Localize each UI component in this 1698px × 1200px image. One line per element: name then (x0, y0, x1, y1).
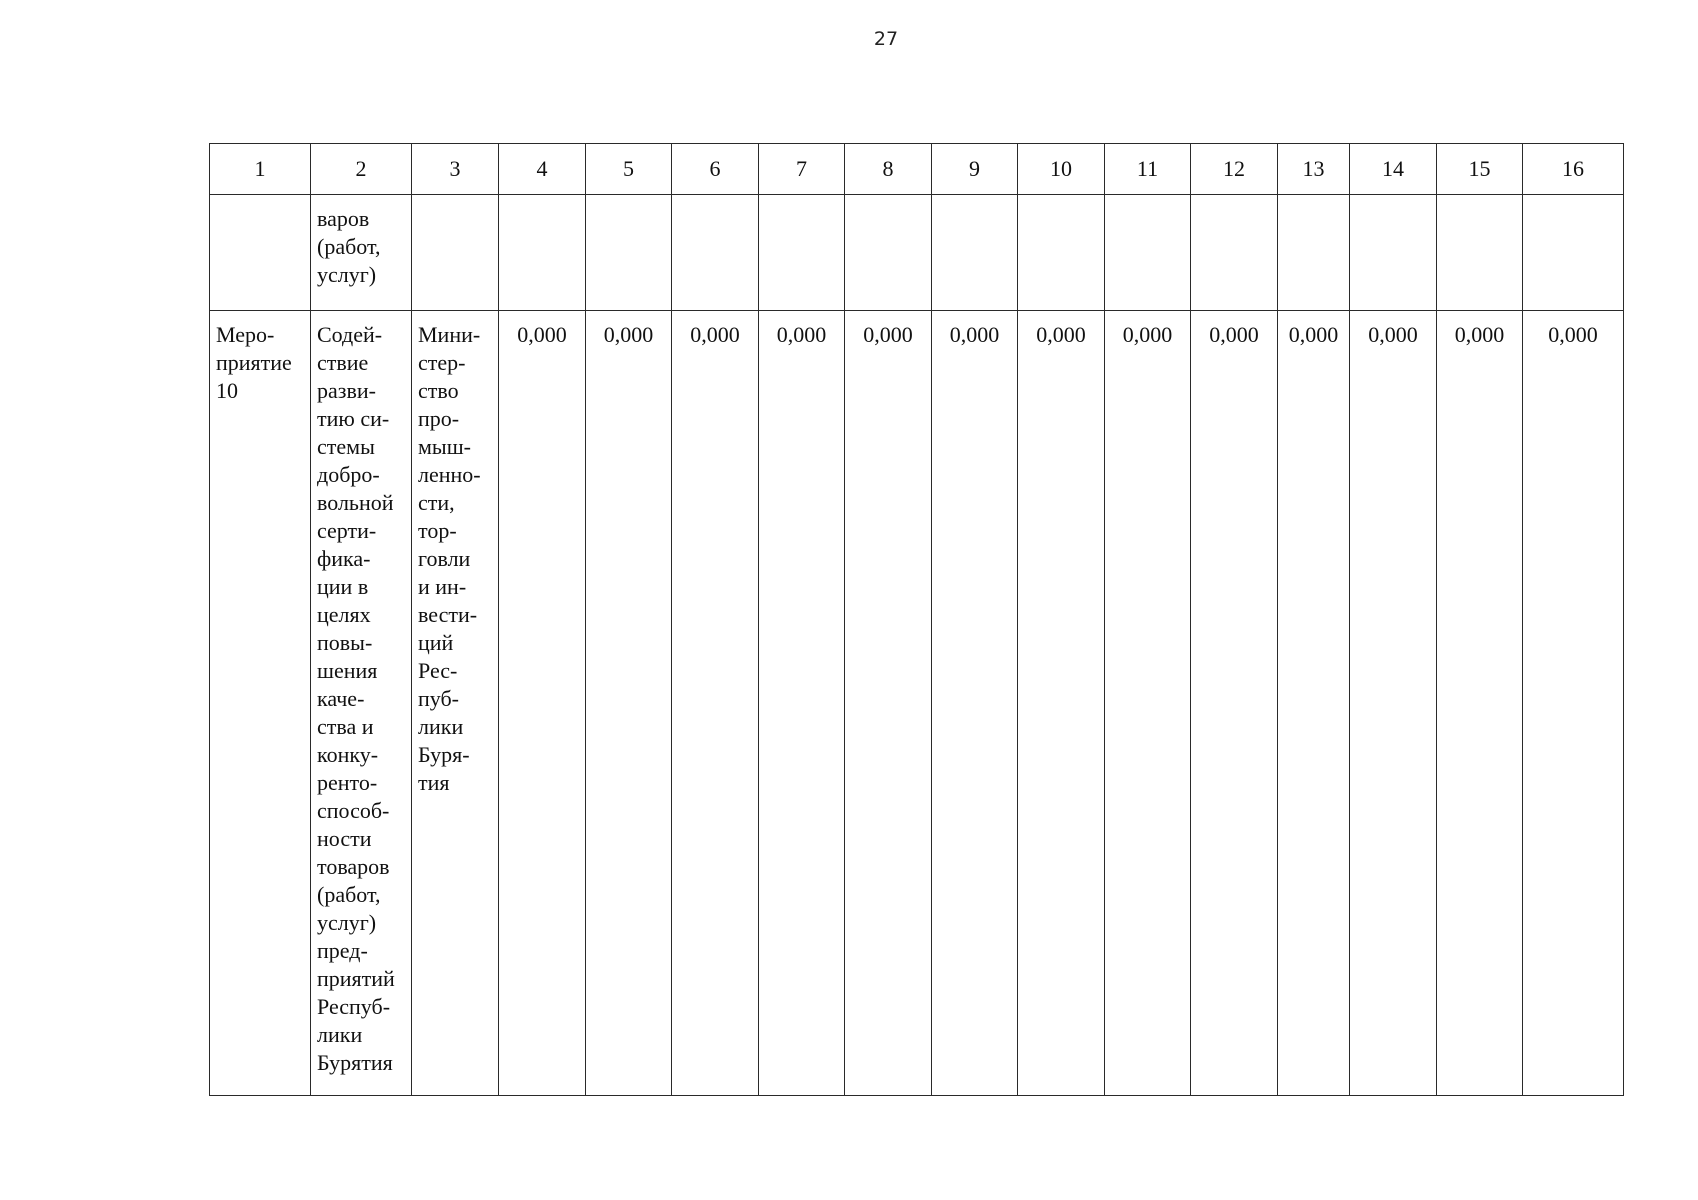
table-cell (759, 195, 845, 311)
table-header-row (210, 144, 1624, 195)
table-cell (412, 195, 499, 311)
table-cell-value: 0,000 (586, 311, 672, 1096)
table-cell (1105, 195, 1191, 311)
table-cell-value: 0,000 (1350, 311, 1437, 1096)
column-header: 2 (311, 144, 412, 195)
table-cell-value: 0,000 (672, 311, 759, 1096)
table-cell-value: 0,000 (499, 311, 586, 1096)
table-cell-value: 0,000 (1278, 311, 1350, 1096)
table-cell (845, 195, 932, 311)
table-cell-measure: Меро- приятие 10 (210, 311, 311, 1096)
column-header: 6 (672, 144, 759, 195)
column-header: 13 (1278, 144, 1350, 195)
column-header: 5 (586, 144, 672, 195)
table-cell (672, 195, 759, 311)
table-cell-description: Содей- ствие разви- тию си- стемы добро- вольной серти- фика- ции в целях повы- шения каче- ства и конку- ренто- способ- ности товаров (работ, услуг) пред- приятий Респуб- лики Бурятия (311, 311, 412, 1096)
table-row-continuation (210, 195, 1624, 311)
budget-table (209, 143, 1624, 1096)
column-header: 4 (499, 144, 586, 195)
table-cell-value: 0,000 (845, 311, 932, 1096)
column-header: 9 (932, 144, 1018, 195)
table-cell-description: варов (работ, услуг) (311, 195, 412, 311)
column-header: 8 (845, 144, 932, 195)
table-cell (1018, 195, 1105, 311)
table-cell-value: 0,000 (1018, 311, 1105, 1096)
column-header: 1 (210, 144, 311, 195)
table-cell-value: 0,000 (1191, 311, 1278, 1096)
table-cell (1278, 195, 1350, 311)
table-cell (210, 195, 311, 311)
column-header: 3 (412, 144, 499, 195)
column-header: 7 (759, 144, 845, 195)
table-cell-value: 0,000 (1523, 311, 1624, 1096)
table-cell (932, 195, 1018, 311)
table-cell-value: 0,000 (759, 311, 845, 1096)
column-header: 11 (1105, 144, 1191, 195)
table-cell (1191, 195, 1278, 311)
table-cell-value: 0,000 (1437, 311, 1523, 1096)
table-cell-value: 0,000 (1105, 311, 1191, 1096)
column-header: 15 (1437, 144, 1523, 195)
table-cell-value: 0,000 (932, 311, 1018, 1096)
table-cell (1523, 195, 1624, 311)
table-cell (586, 195, 672, 311)
column-header: 10 (1018, 144, 1105, 195)
column-header: 12 (1191, 144, 1278, 195)
column-header: 14 (1350, 144, 1437, 195)
table-cell (499, 195, 586, 311)
table-cell-responsible: Мини- стер- ство про- мыш- ленно- сти, тор- говли и ин- вести- ций Рес- пуб- лики Буря- тия (412, 311, 499, 1096)
page-number: 27 (873, 28, 899, 50)
table-row-measure-10 (210, 311, 1624, 1096)
table-cell (1350, 195, 1437, 311)
table-cell (1437, 195, 1523, 311)
column-header: 16 (1523, 144, 1624, 195)
